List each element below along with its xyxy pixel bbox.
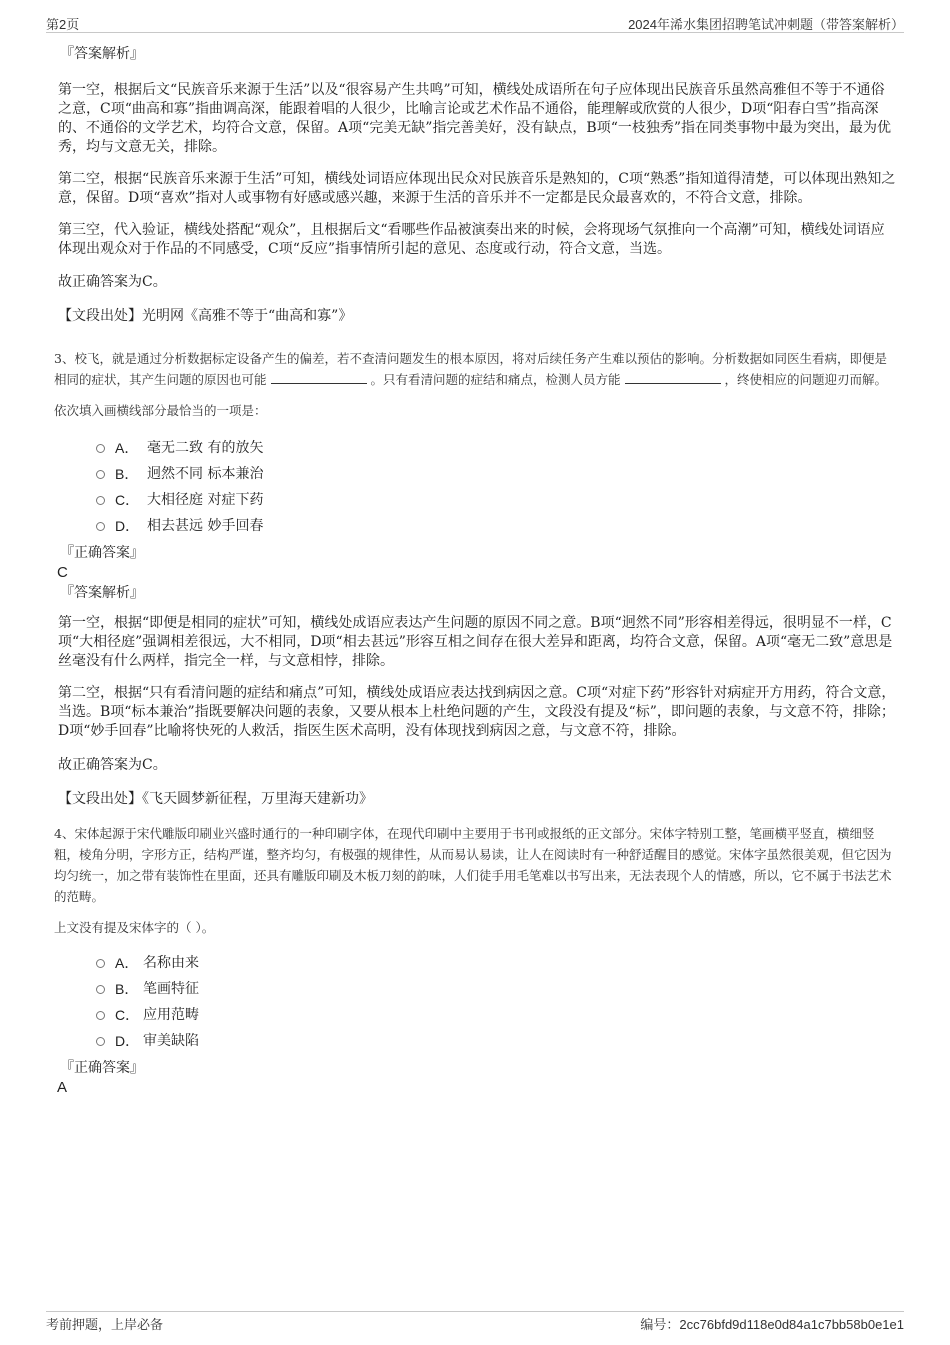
footer-slogan: 考前押题，上岸必备 xyxy=(46,1318,164,1333)
option-letter: A． xyxy=(115,955,139,971)
q3-options xyxy=(58,435,898,539)
option-letter: A． xyxy=(115,440,139,456)
document-id xyxy=(640,1314,904,1333)
q3-stem xyxy=(54,348,898,390)
q3-source: 【文段出处】《飞天圆梦新征程，万里海天建新功》 xyxy=(58,791,373,807)
q3-blank-2 xyxy=(625,371,721,384)
q3-stem-part2: 。只有看清问题的症结和痛点，检测人员方能 xyxy=(370,372,621,387)
q4-stem: 4、宋体起源于宋代雕版印刷业兴盛时通行的一种印刷字体，在现代印刷中主要用于书刊或报纸的正文部分。宋体字特别工整，笔画横平竖直，横细竖粗，棱角分明，字形方正，结构严谨，整齐均匀，有极强的规律性，从而易认易读，让人在阅读时有一种舒适醒目的感觉。宋体字虽然很美观，但它因为均匀统一，加之带有装饰性在里面，还具有雕版印刷及木板刀刻的韵味，人们徒手用毛笔难以书写出来，无法表现个人的情感，所以，它不属于书法艺术的范畴。 xyxy=(54,826,892,904)
q4-option-a[interactable] xyxy=(96,950,898,976)
option-text: 大相径庭 对症下药 xyxy=(147,492,264,508)
radio-icon[interactable] xyxy=(96,522,105,531)
q3-stem-part3: ，终使相应的问题迎刃而解。 xyxy=(724,372,888,387)
q4-options xyxy=(58,950,898,1054)
radio-icon[interactable] xyxy=(96,1037,105,1046)
q4-answer: A xyxy=(57,1079,68,1096)
option-text: 相去甚远 妙手回春 xyxy=(147,518,264,534)
q4-answer-tag: 『正确答案』 xyxy=(60,1060,144,1076)
radio-icon[interactable] xyxy=(96,444,105,453)
option-text: 名称由来 xyxy=(143,955,199,971)
option-letter: B． xyxy=(115,981,139,997)
q3-blank-1 xyxy=(271,371,367,384)
page-footer xyxy=(46,1311,904,1332)
radio-icon[interactable] xyxy=(96,1011,105,1020)
page-header xyxy=(46,12,904,33)
q3-answer: C xyxy=(57,564,68,581)
q3-option-b[interactable] xyxy=(96,461,898,487)
page-number: 第2页 xyxy=(46,17,80,32)
option-text: 审美缺陷 xyxy=(143,1033,199,1049)
document-id-value: 2cc76bfd9d118e0d84a1c7bb58b0e1e1 xyxy=(679,1317,904,1332)
document-title: 2024年浠水集团招聘笔试冲刺题（带答案解析） xyxy=(628,17,904,32)
q3-option-d[interactable] xyxy=(96,513,898,539)
q2-analysis-p2: 第二空，根据“民族音乐来源于生活”可知，横线处词语应体现出民众对民族音乐是熟知的，C项“熟悉”指知道得清楚，可以体现出熟知之意，保留。D项“喜欢”指对人或事物有好感或感兴趣，来源于生活的音乐并不一定都是民众最喜欢的，不符合文意，排除。 xyxy=(58,171,896,206)
q3-analysis-tag: 『答案解析』 xyxy=(60,585,144,601)
document-id-label: 编号： xyxy=(640,1318,680,1333)
q2-analysis-p3: 第三空，代入验证，横线处搭配“观众”，且根据后文“看哪些作品被演奏出来的时候，会将现场气氛推向一个高潮”可知，横线处词语应体现出观众对于作品的不同感受，C项“反应”指事情所引起的意见、态度或行动，符合文意，当选。 xyxy=(58,222,885,257)
option-letter: C． xyxy=(115,1007,140,1023)
q4-prompt: 上文没有提及宋体字的（ ）。 xyxy=(54,920,215,935)
option-letter: B． xyxy=(115,466,139,482)
option-letter: D． xyxy=(115,1033,140,1049)
document-body xyxy=(54,44,898,1098)
option-text: 笔画特征 xyxy=(143,981,199,997)
q3-prompt: 依次填入画横线部分最恰当的一项是： xyxy=(54,403,267,418)
q2-conclusion: 故正确答案为C。 xyxy=(58,274,167,290)
option-text: 毫无二致 有的放矢 xyxy=(147,440,264,456)
q3-conclusion: 故正确答案为C。 xyxy=(58,757,167,773)
option-letter: C． xyxy=(115,492,140,508)
q3-stem-part1: 3、校飞，就是通过分析数据标定设备产生的偏差，若不查清问题发生的根本原因，将对后续任务产生难以预估的影响。分析数据如同医生看病，即便是相同的症状，其产生问题的原因也可能 xyxy=(54,351,887,387)
q2-source: 【文段出处】光明网《高雅不等于“曲高和寡”》 xyxy=(58,308,353,324)
option-text: 应用范畴 xyxy=(143,1007,199,1023)
q2-analysis-p1: 第一空，根据后文“民族音乐来源于生活”以及“很容易产生共鸣”可知，横线处成语所在句子应体现出民族音乐虽然高雅但不等于不通俗之意，C项“曲高和寡”指曲调高深，能跟着唱的人很少，比喻言论或艺术作品不通俗，能理解或欣赏的人很少，D项“阳春白雪”指高深的、不通俗的文学艺术，均符合文意，保留。A项“完美无缺”指完善美好，没有缺点，B项“一枝独秀”指在同类事物中最为突出，最为优秀，均与文意无关，排除。 xyxy=(58,82,892,155)
q4-option-b[interactable] xyxy=(96,976,898,1002)
radio-icon[interactable] xyxy=(96,470,105,479)
q4-option-c[interactable] xyxy=(96,1002,898,1028)
q2-analysis-tag: 『答案解析』 xyxy=(60,46,144,62)
q3-option-a[interactable] xyxy=(96,435,898,461)
q3-analysis-p1: 第一空，根据“即便是相同的症状”可知，横线处成语应表达产生问题的原因不同之意。B项“迥然不同”形容相差得远，很明显不一样，C项“大相径庭”强调相差很远，大不相同，D项“相去甚远”形容互相之间存在很大差异和距离，均符合文意，保留。A项“毫无二致”意思是丝毫没有什么两样，指完全一样，与文意相悖，排除。 xyxy=(58,615,893,669)
q3-option-c[interactable] xyxy=(96,487,898,513)
option-letter: D． xyxy=(115,518,140,534)
option-text: 迥然不同 标本兼治 xyxy=(147,466,264,482)
q4-option-d[interactable] xyxy=(96,1028,898,1054)
q3-answer-tag: 『正确答案』 xyxy=(60,545,144,561)
radio-icon[interactable] xyxy=(96,496,105,505)
q3-analysis-p2: 第二空，根据“只有看清问题的症结和痛点”可知，横线处成语应表达找到病因之意。C项“对症下药”形容针对病症开方用药，符合文意，当选。B项“标本兼治”指既要解决问题的表象，又要从根本上杜绝问题的产生，文段没有提及“标”，即问题的表象，与文意不符，排除；D项“妙手回春”比喻将快死的人救活，指医生医术高明，没有体现找到病因之意，与文意不符，排除。 xyxy=(58,685,896,739)
radio-icon[interactable] xyxy=(96,959,105,968)
radio-icon[interactable] xyxy=(96,985,105,994)
